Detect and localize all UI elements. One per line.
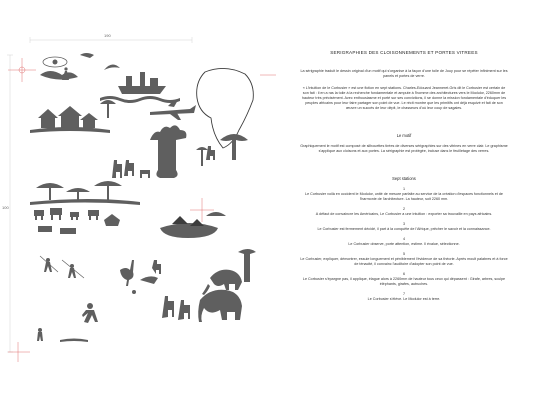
station-number: 5	[402, 252, 406, 256]
station-text: Le Corbusier s'épargne pas, il applique, élague alors à 2260mm de hauteur tous ceux qui dépassent : Girafe, arbres, sculpe éléphants, girafes, autruches.	[302, 277, 506, 286]
motif-paragraph: Graphiquement le motif est composé de silhouettes tirées de diverses sérigraphies sur des vitrines en verre clair. Le graphisme s'applique aux cloisons et aux portes. La sérigraphie est protégée, incluse dans le feuilletage des verres.	[300, 144, 508, 153]
station-text: Le Corbusier voilà en occident le Modulor, unité de mesure parfaite au service de la création d'espaces fonctionnels et de l'harmonie de l'architecture. La hauteur, soit 2260 mm.	[305, 192, 503, 201]
silhouettes	[30, 53, 256, 342]
motif-heading: Le motif	[396, 133, 412, 138]
station-text: Le Corbusier, expliquer, démontrer, essuie longuement et péniblement l'évidence de sa théorie. Après moult palabres et à force de ténacité, il convainc l'auditoire d'adopter son point de vue.	[300, 257, 508, 266]
stations-heading: Sept stations	[392, 176, 416, 181]
station-text: Le Corbusier est fermement décidé, il part à la conquête de l'Afrique, prêcher le savoir et la connaissance.	[317, 227, 491, 231]
height-dimension-label: 100	[2, 205, 9, 210]
station-number: 3	[402, 222, 406, 226]
station-number: 6	[402, 272, 406, 276]
width-dimension-label: 190	[104, 33, 111, 38]
story-paragraph: « L'intuition de le Corbusier » est une fiction en sept stations. Charles-Edouard Jeanneret-Gris dit le Corbusier est certain de son fait : il en a ras la toile à la recherche fondamentale et ampute à l'homme des architectures vers le Modulor, 2260mm de hauteur très précisément. Avec enthousiasme et porté sur ses convictions, il se donne la mission fondamentale d'éduquer les peuples africains pour leur faire partager son point de vue. Le récit montre que les primitifs ont déjà esquivé et fait de son œuvre un succès de leur dépit, le chasseurs d'où leur coup de sagaies.	[301, 86, 507, 110]
station-number: 4	[402, 237, 406, 241]
station-list	[300, 187, 508, 302]
station-number: 1	[402, 187, 406, 191]
intro-paragraph: La sérigraphie traduit le dessin original d'un motif qui s'organise à la façon d'une toile de Jouy pour se répéter infiniment sur les panels et portes de verre.	[300, 69, 508, 78]
document-title: SERIGRAPHIES DES CLOISONNEMENTS ET PORTES VITREES	[330, 50, 478, 55]
description-column	[300, 50, 508, 302]
station-text: A défaut de convaincre les Américains, Le Corbusier a une intuition : exporter sa trouvaille en pays africains.	[315, 212, 493, 216]
station-number: 7	[402, 292, 406, 296]
station-text: Le Corbusier s'élève. Le Modulor est à terre.	[367, 297, 441, 301]
station-number: 2	[402, 207, 406, 211]
station-text: Le Corbusier observe, porte attention, estime. Il évalue, sélectionne.	[348, 242, 460, 246]
